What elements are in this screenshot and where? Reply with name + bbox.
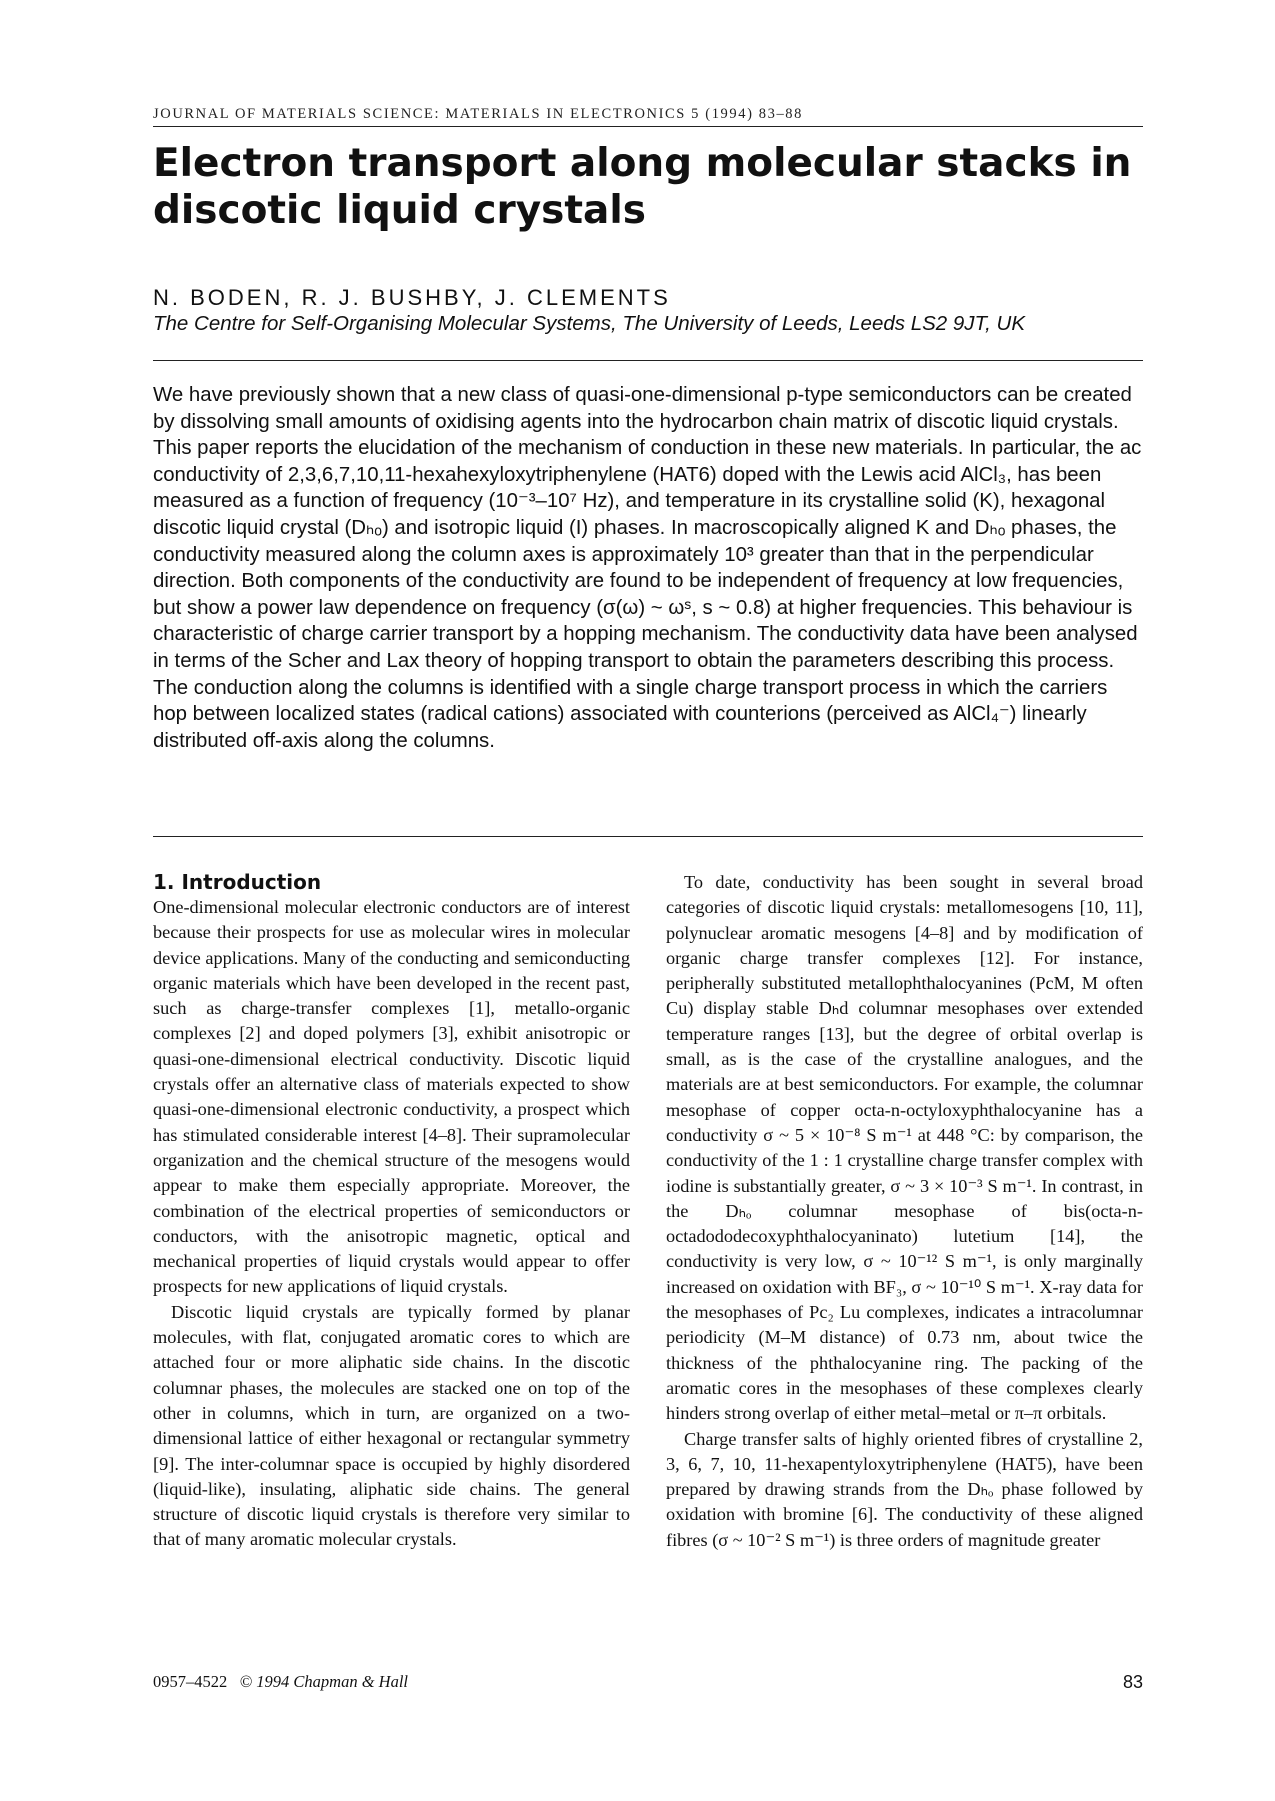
header-rule xyxy=(153,126,1143,127)
page-number: 83 xyxy=(1122,1672,1143,1692)
abstract: We have previously shown that a new class of quasi-one-dimensional p-type semiconductors can be created by dissolving small amounts of oxidising agents into the hydrocarbon chain matrix of discotic liquid crystals. This paper reports the elucidation of the mechanism of conduction in these new materials. In particular, the ac conductivity of 2,3,6,7,10,11-hexahexyloxytriphenylene (HAT6) doped with the Lewis acid AlCl₃, has been measured as a function of frequency (10⁻³–10⁷ Hz), and temperature in its crystalline solid (K), hexagonal discotic liquid crystal (Dₕₒ) and isotropic liquid (I) phases. In macroscopically aligned K and Dₕₒ phases, the conductivity measured along the column axes is approximately 10³ greater than that in the perpendicular direction. Both components of the conductivity are found to be independent of frequency at low frequencies, but show a power law dependence on frequency (σ(ω) ~ ωˢ, s ~ 0.8) at higher frequencies. This behaviour is characteristic of charge carrier transport by a hopping mechanism. The conductivity data have been analysed in terms of the Scher and Lax theory of hopping transport to obtain the parameters describing this process. The conduction along the columns is identified with a single charge transport process in which the carriers hop between localized states (radical cations) associated with counterions (perceived as AlCl₄⁻) linearly distributed off-axis along the columns. xyxy=(153,384,1142,752)
copyright: © 1994 Chapman & Hall xyxy=(239,1672,409,1691)
affiliation: The Centre for Self-Organising Molecular Systems, The University of Leeds, Leeds LS2 9JT, UK xyxy=(153,312,1026,335)
footer-copyright-line xyxy=(153,1672,408,1692)
abstract-bottom-rule xyxy=(153,836,1143,837)
paragraph: To date, conductivity has been sought in several broad categories of discotic liquid crystals: metallomesogens [10, 11], polynuclear aromatic mesogens [4–8] and by modification of organic charge transfer complexes [12]. For instance, peripherally substituted metallophthalocyanines (PcM, M often Cu) display stable Dₕd columnar mesophases over extended temperature ranges [13], but the degree of orbital overlap is small, as is the case of the crystalline analogues, and the materials are at best semiconductors. For example, the columnar mesophase of copper octa-n-octyloxyphthalocyanine has a conductivity σ ~ 5 × 10⁻⁸ S m⁻¹ at 448 °C: by comparison, the conductivity of the 1 : 1 crystalline charge transfer complex with iodine is substantially greater, σ ~ 3 × 10⁻³ S m⁻¹. In contrast, in the Dₕₒ columnar mesophase of bis(octa-n-octadododecoxyphthalocyaninato) lutetium [14], the conductivity is very low, σ ~ 10⁻¹² S m⁻¹, is only marginally increased on oxidation with BF₃, σ ~ 10⁻¹⁰ S m⁻¹. X-ray data for the mesophases of Pc₂ Lu complexes, indicates a intracolumnar periodicity (M–M distance) of 0.73 nm, about twice the thickness of the phthalocyanine ring. The packing of the aromatic cores in the mesophases of these complexes clearly hinders strong overlap of either metal–metal or π–π orbitals. xyxy=(666,872,1143,1424)
journal-running-head: JOURNAL OF MATERIALS SCIENCE: MATERIALS IN ELECTRONICS 5 (1994) 83–88 xyxy=(153,106,803,122)
article-title: Electron transport along molecular stacks in discotic liquid crystals xyxy=(153,141,1132,233)
author-list: N. BODEN, R. J. BUSHBY, J. CLEMENTS xyxy=(153,285,671,310)
issn: 0957–4522 xyxy=(153,1672,228,1691)
left-column xyxy=(153,870,630,1553)
paragraph: One-dimensional molecular electronic conductors are of interest because their prospects for use as molecular wires in molecular device applications. Many of the conducting and semiconducting organic materials which have been developed in the recent past, such as charge-transfer complexes [1], metallo-organic complexes [2] and doped polymers [3], exhibit anisotropic or quasi-one-dimensional electrical conductivity. Discotic liquid crystals offer an alternative class of materials expected to show quasi-one-dimensional electronic conductivity, a prospect which has stimulated considerable interest [4–8]. Their supramolecular organization and the chemical structure of the mesogens would appear to make them especially appropriate. Moreover, the combination of the electrical properties of semiconductors or conductors, with the anisotropic magnetic, optical and mechanical properties of liquid crystals would appear to offer prospects for new applications of liquid crystals. xyxy=(153,897,630,1297)
paragraph: Discotic liquid crystals are typically formed by planar molecules, with flat, conjugated aromatic cores to which are attached four or more aliphatic side chains. In the discotic columnar phases, the molecules are stacked one on top of the other in columns, which in turn, are organized on a two-dimensional lattice of either hexagonal or rectangular symmetry [9]. The inter-columnar space is occupied by highly disordered (liquid-like), insulating, aliphatic side chains. The general structure of discotic liquid crystals is therefore very similar to that of many aromatic molecular crystals. xyxy=(153,1301,630,1550)
abstract-top-rule xyxy=(153,360,1143,361)
right-column xyxy=(666,870,1143,1553)
section-heading: 1. Introduction xyxy=(153,870,322,894)
paragraph: Charge transfer salts of highly oriented fibres of crystalline 2, 3, 6, 7, 10, 11-hexapentyloxytriphenylene (HAT5), have been prepared by drawing strands from the Dₕₒ phase followed by oxidation with bromine [6]. The conductivity of these aligned fibres (σ ~ 10⁻² S m⁻¹) is three orders of magnitude greater xyxy=(666,1428,1143,1550)
